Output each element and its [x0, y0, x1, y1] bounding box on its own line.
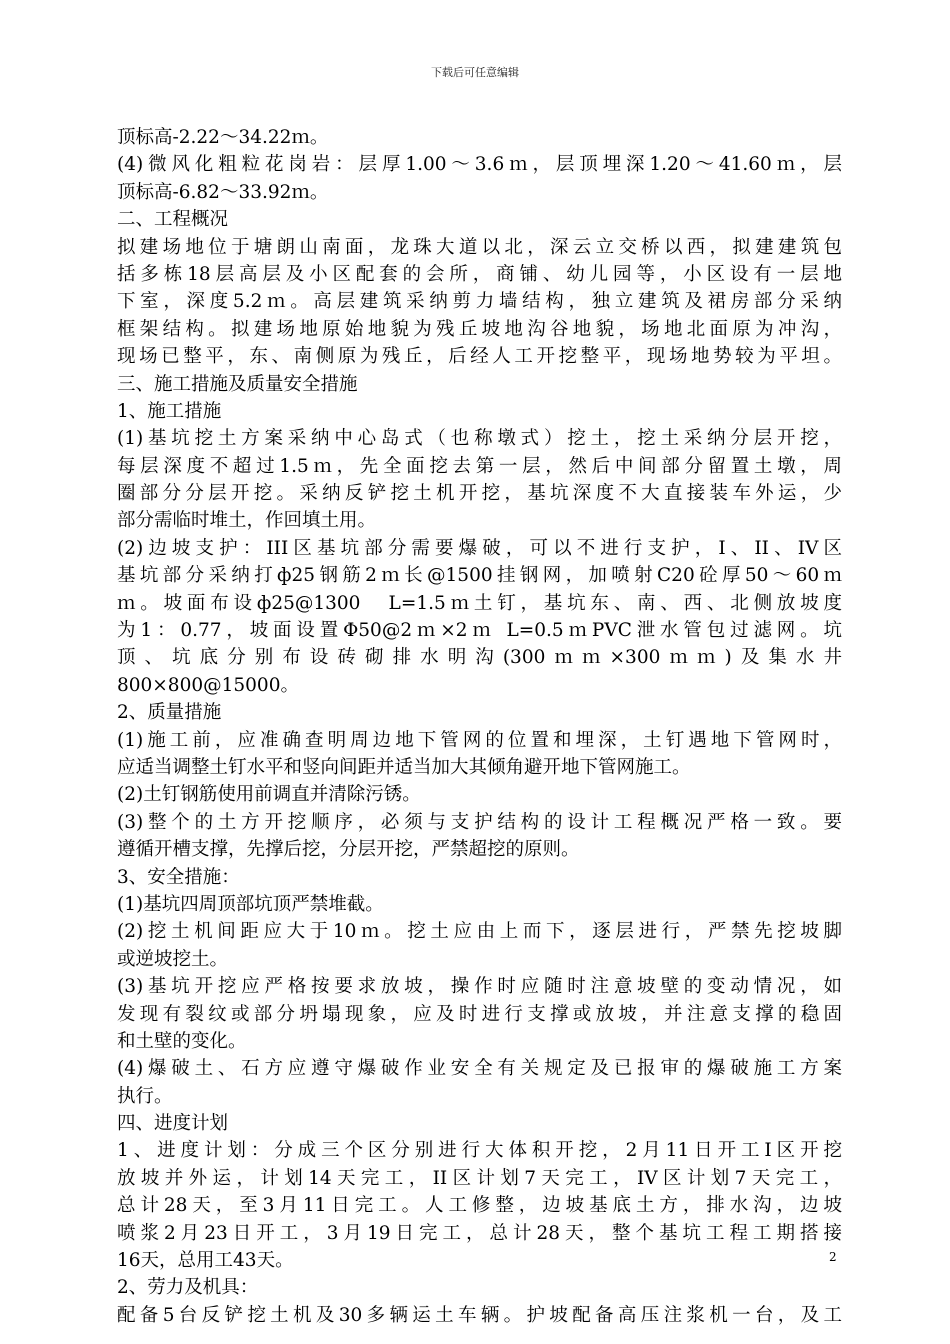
text-line: (3)整个的土方开挖顺序，必须与支护结构的设计工程概况严格一致。要 [117, 811, 842, 833]
text-line: 现场已整平，东、南侧原为残丘，后经人工开挖整平，现场地势较为平坦。 [117, 346, 842, 368]
text-line: 顶标高-2.22～34.22ｍ。 [117, 127, 329, 148]
text-line: (2)土钉钢筋使用前调直并清除污锈。 [117, 784, 421, 806]
text-line: 拟建场地位于塘朗山南面，龙珠大道以北，深云立交桥以西，拟建建筑包 [117, 236, 842, 258]
subsection-heading: 1、施工措施 [117, 400, 222, 422]
text-line: 基坑部分采纳打ф25钢筋2ｍ长@1500挂钢网，加喷射C20砼厚50～60ｍ [117, 565, 842, 587]
text-line: 或逆坡挖土。 [117, 948, 229, 970]
text-line: 框架结构。拟建场地原始地貌为残丘坡地沟谷地貌，场地北面原为冲沟， [117, 318, 842, 340]
page-number: 2 [829, 1250, 837, 1264]
section-heading: 二、工程概况 [117, 209, 229, 231]
text-line: 总计28天，至3月11日完工。人工修整，边坡基底土方，排水沟，边坡 [117, 1195, 842, 1217]
text-line: (1)施工前，应准确查明周边地下管网的位置和埋深，土钉遇地下管网时， [117, 729, 842, 751]
text-line: (1)基坑四周顶部坑顶严禁堆截。 [117, 893, 384, 915]
section-heading: 三、施工措施及质量安全措施 [117, 373, 358, 395]
text-line: 顶标高-6.82～33.92ｍ。 [117, 181, 329, 203]
text-line: 顶、坑底分别布设砖砌排水明沟(300ｍｍ×300ｍｍ)及集水井 [117, 647, 842, 669]
text-line: 喷浆2月23日开工，3月19日完工，总计28天，整个基坑工程工期搭接 [117, 1222, 842, 1244]
text-line: 为1：0.77，坡面设置Φ50@2ｍ×2ｍ L=0.5ｍPVC泄水管包过滤网。坑 [117, 620, 842, 642]
text-line: (4)爆破土、石方应遵守爆破作业安全有关规定及已报审的爆破施工方案 [117, 1058, 842, 1080]
text-line: 每层深度不超过1.5ｍ，先全面挖去第一层，然后中间部分留置土墩，周 [117, 455, 842, 477]
text-line: (2)边坡支护：III区基坑部分需要爆破，可以不进行支护，I、II、IV区 [117, 537, 842, 559]
subsection-heading: 2、质量措施 [117, 702, 222, 724]
text-line: (3)基坑开挖应严格按要求放坡，操作时应随时注意坡壁的变动情况，如 [117, 976, 842, 998]
text-line: 放坡并外运，计划14天完工，II区计划7天完工，IV区计划7天完工， [117, 1167, 842, 1189]
text-line: 发现有裂纹或部分坍塌现象，应及时进行支撑或放坡，并注意支撑的稳固 [117, 1003, 842, 1025]
text-line: 遵循开槽支撑，先撑后挖，分层开挖，严禁超挖的原则。 [117, 839, 580, 861]
document-body [117, 124, 842, 1329]
text-line: 800×800@15000。 [117, 674, 299, 696]
text-line: 圈部分分层开挖。采纳反铲挖土机开挖，基坑深度不大直接装车外运，少 [117, 483, 842, 505]
text-line: 部分需临时堆土，作回填土用。 [117, 510, 377, 532]
section-heading: 四、进度计划 [117, 1113, 229, 1135]
text-line: 执行。 [117, 1085, 173, 1107]
page-header: 下载后可任意编辑 [431, 66, 519, 79]
text-line: 和土壁的变化。 [117, 1030, 247, 1052]
text-line: 应适当调整土钉水平和竖向间距并适当加大其倾角避开地下管网施工。 [117, 756, 691, 778]
text-line: 配备5台反铲挖土机及30多辆运土车辆。护坡配备高压注浆机一台，及工 [117, 1304, 842, 1326]
subsection-heading: 3、安全措施： [117, 866, 240, 888]
text-line: 16天，总用工43天。 [117, 1250, 294, 1272]
text-line: (4)微风化粗粒花岗岩：层厚1.00～3.6ｍ，层顶埋深1.20～41.60ｍ，层 [117, 154, 842, 176]
text-line: (2)挖土机间距应大于10ｍ。挖土应由上而下，逐层进行，严禁先挖坡脚 [117, 921, 842, 943]
text-line: ｍ。坡面布设ф25@1300 L=1.5ｍ土钉，基坑东、南、西、北侧放坡度 [117, 592, 842, 614]
text-line: 下室，深度5.2ｍ。高层建筑采纳剪力墙结构，独立建筑及裙房部分采纳 [117, 291, 842, 313]
text-line: (1)基坑挖土方案采纳中心岛式（也称墩式）挖土，挖土采纳分层开挖， [117, 428, 842, 450]
text-line: 括多栋18层高层及小区配套的会所，商铺、幼儿园等，小区设有一层地 [117, 263, 842, 285]
text-line: 1、进度计划：分成三个区分别进行大体积开挖，2月11日开工I区开挖 [117, 1140, 842, 1162]
subsection-heading: 2、劳力及机具： [117, 1277, 259, 1299]
